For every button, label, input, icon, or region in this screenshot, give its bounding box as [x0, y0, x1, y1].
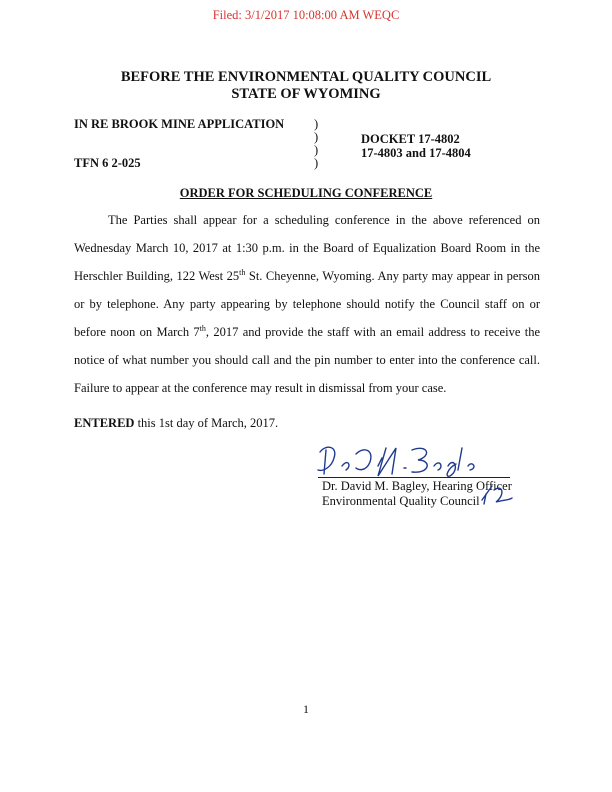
filed-stamp: Filed: 3/1/2017 10:08:00 AM WEQC	[212, 8, 400, 22]
council-heading: BEFORE THE ENVIRONMENTAL QUALITY COUNCIL	[120, 69, 492, 85]
signer-organization: Environmental Quality Council	[322, 494, 480, 508]
entered-line: ENTERED this 1st day of March, 2017.	[74, 416, 279, 430]
initials-mark	[478, 480, 514, 510]
docket-number: DOCKET 17-4802	[361, 132, 460, 146]
in-re-caption: IN RE BROOK MINE APPLICATION	[74, 117, 285, 131]
page-number: 1	[303, 702, 309, 716]
signer-name-title: Dr. David M. Bagley, Hearing Officer	[322, 479, 512, 493]
caption-paren: )	[314, 130, 319, 144]
order-title: ORDER FOR SCHEDULING CONFERENCE	[179, 186, 433, 200]
docket-related: 17-4803 and 17-4804	[361, 146, 471, 160]
signature-text: Dr. David M. Bagley	[312, 440, 321, 441]
state-heading: STATE OF WYOMING	[231, 86, 381, 102]
signature-scrawl	[312, 440, 512, 480]
tfn-caption: TFN 6 2-025	[74, 156, 141, 170]
caption-paren: )	[314, 156, 319, 170]
order-body: The Parties shall appear for a scheduling conference in the above referenced on Wednesday March 10, 2017 at 1:30 p.m. in the Board of Equalization Board Room in the Herschler Building, 122 West 25th St. Cheyenne, Wyoming. Any party may appear in person or by telephone. Any party appearing by telephone should notify the Council staff on or before noon on March 7th, 2017 and provide the staff with an email address to receive the notice of what number you should call and the pin number to enter into the conference call. Failure to appear at the conference may result in dismissal from your case.	[74, 213, 540, 395]
caption-paren: )	[314, 143, 319, 157]
caption-paren: )	[314, 117, 319, 131]
signature-line	[318, 477, 510, 478]
